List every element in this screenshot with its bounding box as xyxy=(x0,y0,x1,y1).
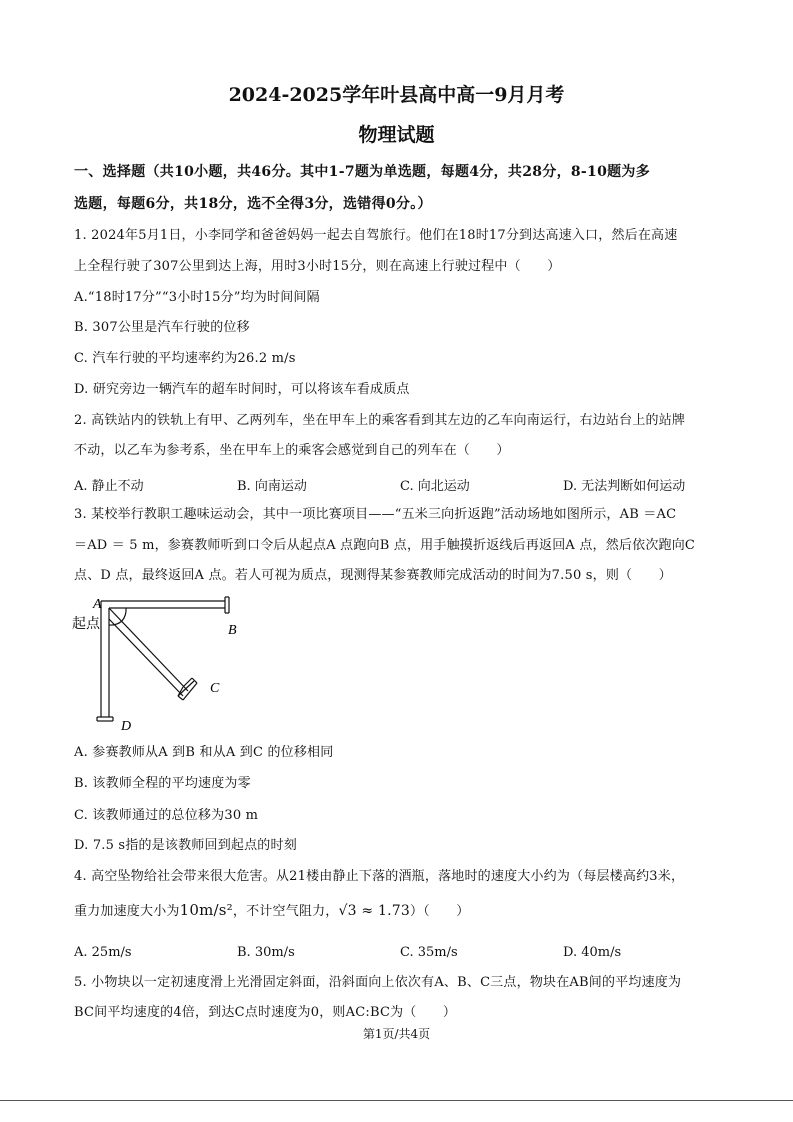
label-a: A xyxy=(93,597,102,612)
q2-option-b: B. 向南运动 xyxy=(237,479,307,494)
q4-sqrt-formula: √3 ≈ 1.73 xyxy=(338,903,410,919)
subject-title: 物理试题 xyxy=(358,124,435,146)
label-d: D xyxy=(121,719,132,734)
q3-option-b: B. 该教师全程的平均速度为零 xyxy=(74,776,251,791)
q2-options xyxy=(74,475,734,494)
q1-stem-line2: 上全程行驶了307公里到达上海，用时3小时15分，则在高速上行驶过程中（ ） xyxy=(74,259,561,274)
angle-arc-right xyxy=(122,608,126,621)
q4-stem-line2 xyxy=(74,902,469,920)
section-heading-line1: 一、选择题（共10小题，共46分。其中1-7题为单选题，每题4分，共28分，8-10题为多 xyxy=(74,164,651,180)
q5-stem-line2: BC间平均速度的4倍，到达C点时速度为0，则AC:BC为（ ） xyxy=(74,1005,457,1020)
label-start: 起点 xyxy=(72,616,100,632)
label-b: B xyxy=(228,623,237,638)
q3-field-diagram xyxy=(70,595,260,735)
q2-option-d: D. 无法判断如何运动 xyxy=(563,479,686,494)
q4-stem-text-c: ）（ ） xyxy=(409,904,470,919)
q3-stem-line2: ＝AD ＝ 5 m，参赛教师听到口令后从起点A 点跑向B 点，用手触摸折返线后再返回A 点，然后依次跑向C xyxy=(74,538,696,553)
q4-option-c: C. 35m/s xyxy=(400,945,458,960)
q2-stem-line2: 不动，以乙车为参考系，坐在甲车上的乘客会感觉到自己的列车在（ ） xyxy=(74,443,510,458)
q4-options xyxy=(74,945,734,960)
q5-stem-line1: 5. 小物块以一定初速度滑上光滑固定斜面，沿斜面向上依次有A、B、C三点，物块在AB间的平均速度为 xyxy=(74,975,682,990)
q3-option-a: A. 参赛教师从A 到B 和从A 到C 的位移相同 xyxy=(74,745,334,760)
q2-stem-line1: 2. 高铁站内的铁轨上有甲、乙两列车，坐在甲车上的乘客看到其左边的乙车向南运行，右边站台上的站牌 xyxy=(74,413,686,428)
label-c: C xyxy=(210,681,220,696)
q1-option-d: D. 研究旁边一辆汽车的超车时间时，可以将该车看成质点 xyxy=(74,382,410,397)
page-footer: 第1页/共4页 xyxy=(362,1027,431,1041)
q4-gravity-formula: 10m/s² xyxy=(179,901,233,919)
q1-stem-line1: 1. 2024年5月1日，小李同学和爸爸妈妈一起去自驾旅行。他们在18时17分到达高速入口，然后在高速 xyxy=(74,228,678,243)
bottom-divider xyxy=(0,1100,793,1101)
q4-option-b: B. 30m/s xyxy=(237,945,295,960)
exam-title: 2024-2025学年叶县高中高一9月月考 xyxy=(228,84,565,106)
q2-option-c: C. 向北运动 xyxy=(400,479,470,494)
q4-stem-text-b: ，不计空气阻力， xyxy=(232,904,339,919)
q4-stem-text-a: 重力加速度大小为 xyxy=(74,904,180,919)
q3-option-c: C. 该教师通过的总位移为30 m xyxy=(74,808,259,823)
q2-option-a: A. 静止不动 xyxy=(74,479,144,494)
lane-ac-lower xyxy=(109,619,183,696)
q3-option-d: D. 7.5 s指的是该教师回到起点的时刻 xyxy=(74,838,297,853)
q1-option-a: A.“18时17分”“3小时15分”均为时间间隔 xyxy=(74,290,320,305)
q3-stem-line1: 3. 某校举行教职工趣味运动会，其中一项比赛项目——“五米三向折返跑”活动场地如图所示，AB ＝AC xyxy=(74,507,677,522)
q4-option-a: A. 25m/s xyxy=(74,945,132,960)
q1-option-c: C. 汽车行驶的平均速率约为26.2 m/s xyxy=(74,351,296,366)
q1-option-b: B. 307公里是汽车行驶的位移 xyxy=(74,320,250,335)
q4-stem-line1: 4. 高空坠物给社会带来很大危害。从21楼由静止下落的酒瓶，落地时的速度大小约为（每层楼高约3米， xyxy=(74,869,685,884)
q4-option-d: D. 40m/s xyxy=(563,945,622,960)
section-heading-line2: 选题，每题6分，共18分，选不全得3分，选错得0分。） xyxy=(74,196,432,212)
q3-stem-line3: 点、D 点，最终返回A 点。若人可视为质点，现测得某参赛教师完成活动的时间为7.50 s，则（ ） xyxy=(74,568,672,583)
lane-ac-upper xyxy=(109,608,188,691)
